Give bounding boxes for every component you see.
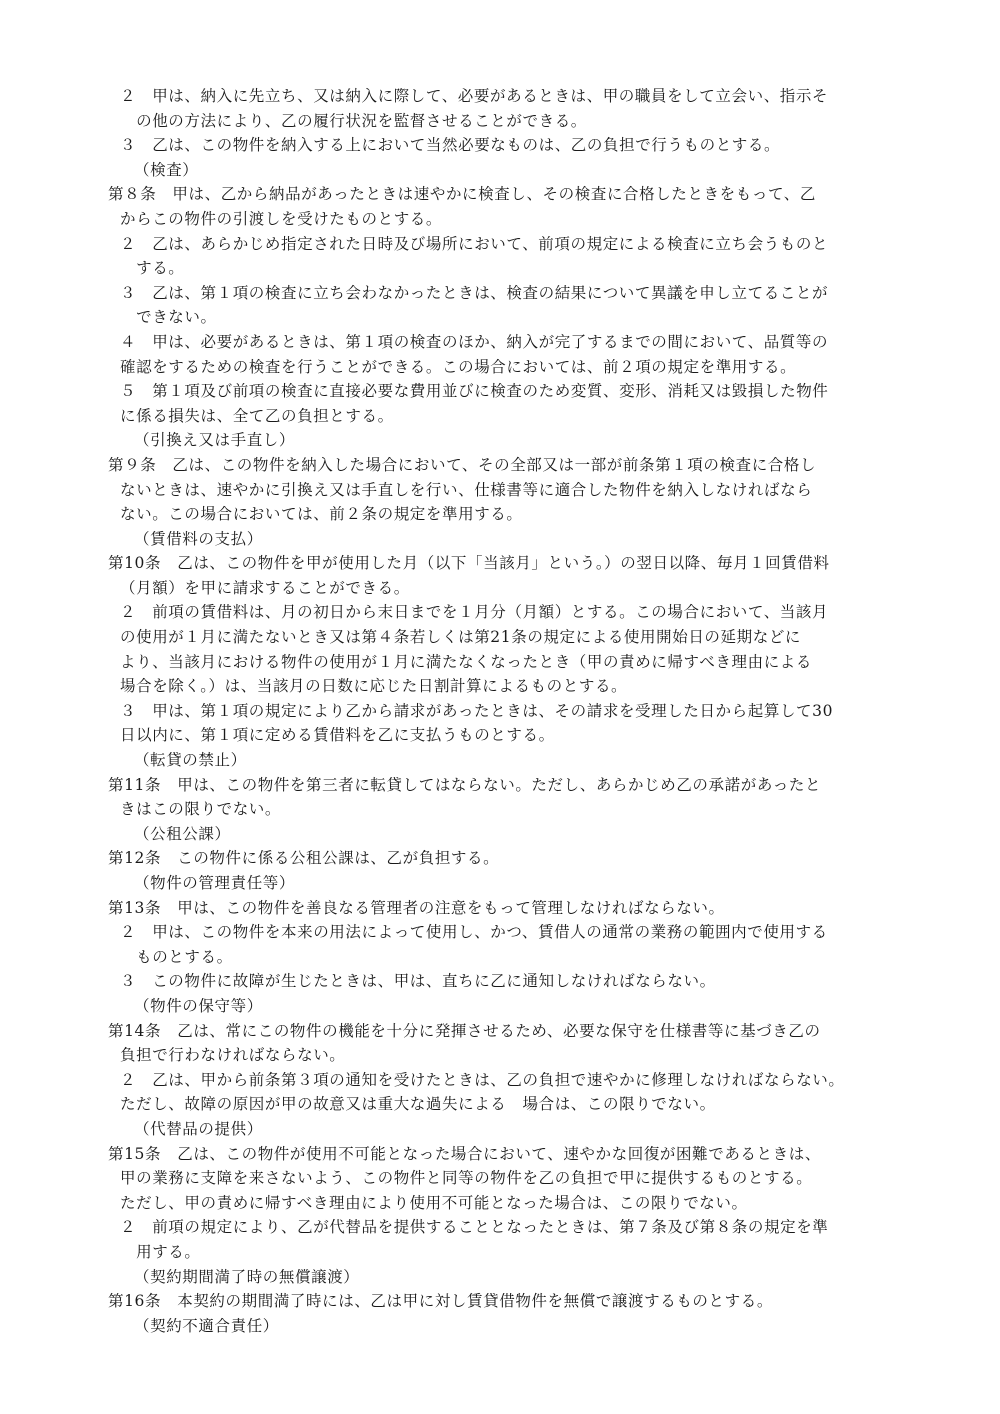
article-heading-line: 第10条 乙は、この物件を甲が使用した月（以下「当該月」という。）の翌日以降、毎月１回賃借料	[108, 554, 830, 573]
article-caption: （検査）	[134, 160, 199, 179]
article-caption: （賃借料の支払）	[134, 529, 263, 548]
article-caption: （引換え又は手直し）	[134, 431, 296, 450]
text-line: ２ 甲は、納入に先立ち、又は納入に際して、必要があるときは、甲の職員をして立会い、指示そ	[120, 87, 829, 105]
text-line: 用する。	[120, 1242, 201, 1261]
text-line: ３ 甲は、第１項の規定により乙から請求があったときは、その請求を受理した日から起算して30	[120, 701, 834, 720]
text-line: 日以内に、第１項に定める賃借料を乙に支払うものとする。	[120, 726, 555, 745]
contract-text-body	[108, 84, 908, 1338]
text-line: ４ 甲は、必要があるときは、第１項の検査のほか、納入が完了するまでの間において、品質等の	[120, 332, 829, 351]
text-line: ２ 乙は、甲から前条第３項の通知を受けたときは、乙の負担で速やかに修理しなければならない。	[120, 1070, 845, 1089]
article-caption: （契約不適合責任）	[134, 1316, 279, 1335]
text-line: ただし、故障の原因が甲の故意又は重大な過失による 場合は、この限りでない。	[120, 1095, 716, 1114]
text-line: ２ 前項の規定により、乙が代替品を提供することとなったときは、第７条及び第８条の規定を準	[120, 1218, 829, 1237]
text-line: できない。	[120, 308, 217, 327]
text-line: ない。この場合においては、前２条の規定を準用する。	[120, 505, 523, 524]
text-line: 確認をするための検査を行うことができる。この場合においては、前２項の規定を準用する。	[120, 357, 797, 376]
article-caption: （代替品の提供）	[134, 1119, 263, 1138]
article-heading-line: 第12条 この物件に係る公租公課は、乙が負担する。	[108, 849, 500, 868]
article-heading-line: 第９条 乙は、この物件を納入した場合において、その全部又は一部が前条第１項の検査に合格し	[108, 455, 817, 474]
article-caption: （転貸の禁止）	[134, 751, 247, 770]
article-heading-line: 第14条 乙は、常にこの物件の機能を十分に発揮させるため、必要な保守を仕様書等に基づき乙の	[108, 1021, 821, 1040]
text-line: の他の方法により、乙の履行状況を監督させることができる。	[120, 111, 587, 130]
article-heading-line: 第11条 甲は、この物件を第三者に転貸してはならない。ただし、あらかじめ乙の承諾があったと	[108, 775, 822, 794]
text-line: ３ 乙は、第１項の検査に立ち会わなかったときは、検査の結果について異議を申し立てることが	[120, 283, 829, 302]
text-line: ３ 乙は、この物件を納入する上において当然必要なものは、乙の負担で行うものとする。	[120, 136, 781, 155]
text-line: ２ 甲は、この物件を本来の用法によって使用し、かつ、賃借人の通常の業務の範囲内で使用する	[120, 923, 828, 942]
text-line: （月額）を甲に請求することができる。	[120, 578, 410, 597]
article-heading-line: 第13条 甲は、この物件を善良なる管理者の注意をもって管理しなければならない。	[108, 898, 725, 917]
text-line: ただし、甲の責めに帰すべき理由により使用不可能となった場合は、この限りでない。	[120, 1193, 748, 1212]
text-line: する。	[120, 259, 185, 278]
article-caption: （物件の保守等）	[134, 996, 263, 1015]
text-line: きはこの限りでない。	[120, 800, 282, 819]
text-line: 甲の業務に支障を来さないよう、この物件と同等の物件を乙の負担で甲に提供するものとする。	[120, 1169, 813, 1188]
text-line: 場合を除く。）は、当該月の日数に応じた日割計算によるものとする。	[120, 677, 628, 696]
text-line: 負担で行わなければならない。	[120, 1046, 346, 1065]
text-line: ものとする。	[120, 947, 233, 966]
article-caption: （物件の管理責任等）	[134, 874, 296, 892]
article-caption: （公租公課）	[134, 824, 231, 843]
article-caption: （契約期間満了時の無償譲渡）	[134, 1267, 360, 1286]
article-heading-line: 第15条 乙は、この物件が使用不可能となった場合において、速やかな回復が困難であるときは、	[108, 1144, 821, 1163]
text-line: ２ 前項の賃借料は、月の初日から末日までを１月分（月額）とする。この場合において、当該月	[120, 603, 829, 622]
article-heading-line: 第16条 本契約の期間満了時には、乙は甲に対し賃貸借物件を無償で譲渡するものとする。	[108, 1292, 773, 1311]
text-line: ないときは、速やかに引換え又は手直しを行い、仕様書等に適合した物件を納入しなければなら	[120, 480, 813, 499]
text-line: の使用が１月に満たないとき又は第４条若しくは第21条の規定による使用開始日の延期などに	[120, 628, 802, 647]
text-line: ３ この物件に故障が生じたときは、甲は、直ちに乙に通知しなければならない。	[120, 972, 716, 991]
text-line: に係る損失は、全て乙の負担とする。	[120, 406, 394, 425]
text-line: ２ 乙は、あらかじめ指定された日時及び場所において、前項の規定による検査に立ち会うものと	[120, 234, 829, 253]
text-line: からこの物件の引渡しを受けたものとする。	[120, 209, 443, 228]
article-heading-line: 第８条 甲は、乙から納品があったときは速やかに検査し、その検査に合格したときをもって、乙	[108, 185, 816, 204]
text-line: より、当該月における物件の使用が１月に満たなくなったとき（甲の責めに帰すべき理由による	[120, 652, 812, 671]
text-line: ５ 第１項及び前項の検査に直接必要な費用並びに検査のため変質、変形、消耗又は毀損した物件	[120, 382, 829, 401]
